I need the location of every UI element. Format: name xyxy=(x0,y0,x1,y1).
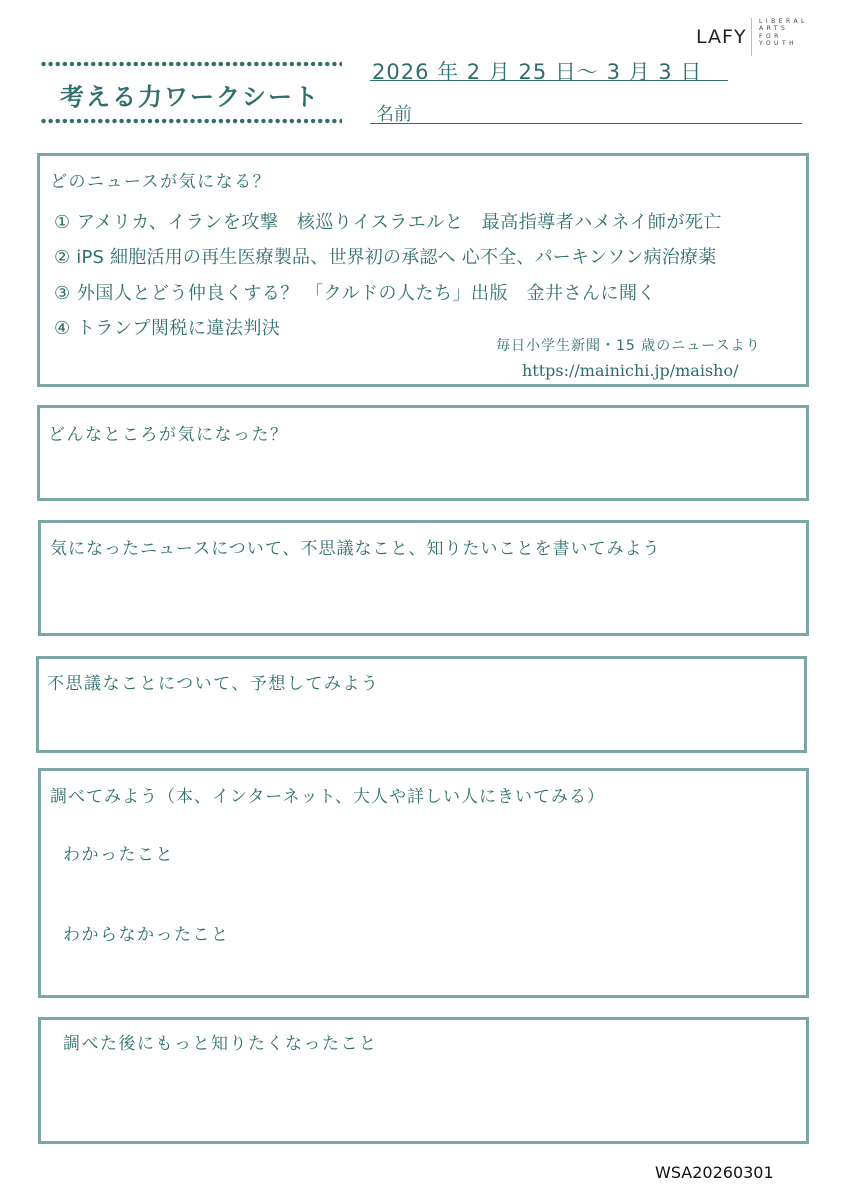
lafy-logo: LAFY xyxy=(696,26,747,48)
date-range: 2026 年 2 月 25 日～ 3 月 3 日 xyxy=(372,60,703,84)
q4-unknown-label: わからなかったこと xyxy=(63,925,230,945)
logo-tagline: LIBERAL ARTS FOR YOUTH xyxy=(759,18,808,48)
news-item-1: ① アメリカ、イランを攻撃 核巡りイスラエルと 最高指導者ハメネイ師が死亡 xyxy=(54,212,722,233)
q4-label: 調べてみよう（本、インターネット、大人や詳しい人にきいてみる） xyxy=(50,787,605,807)
news-item-3: ③ 外国人とどう仲良くする？ 「クルドの人たち」出版 金井さんに聞く xyxy=(54,283,657,304)
q3-label: 不思議なことについて、予想してみよう xyxy=(47,674,380,694)
news-url[interactable]: https://mainichi.jp/maisho/ xyxy=(522,361,739,380)
title-dots-top xyxy=(40,61,342,67)
name-label: 名前 xyxy=(376,104,412,125)
q5-label: 調べた後にもっと知りたくなったこと xyxy=(63,1034,378,1054)
news-item-2: ② iPS 細胞活用の再生医療製品、世界初の承認へ 心不全、パーキンソン病治療薬 xyxy=(54,247,717,268)
title-dots-bottom xyxy=(40,118,342,124)
page-title: 考える力ワークシート xyxy=(60,83,320,111)
date-underline xyxy=(370,80,728,81)
news-source: 毎日小学生新聞・15 歳のニュースより xyxy=(496,338,761,354)
q2-label: 気になったニュースについて、不思議なこと、知りたいことを書いてみよう xyxy=(50,539,661,559)
q4-known-label: わかったこと xyxy=(63,845,174,865)
news-box-label: どのニュースが気になる？ xyxy=(50,172,272,192)
news-item-4: ④ トランプ関税に違法判決 xyxy=(54,318,281,339)
name-field[interactable] xyxy=(370,123,802,124)
worksheet-code: WSA20260301 xyxy=(655,1163,774,1182)
logo-divider xyxy=(751,18,752,56)
q1-label: どんなところが気になった？ xyxy=(48,425,289,445)
